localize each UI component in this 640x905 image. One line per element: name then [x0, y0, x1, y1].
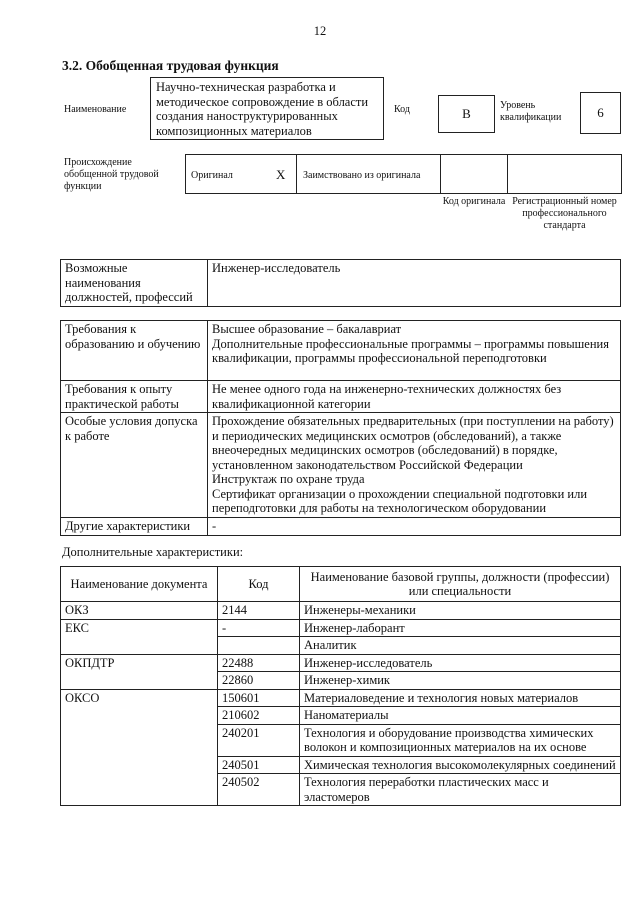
level-label: Уровень квалификации — [500, 100, 562, 123]
additional-table — [60, 566, 621, 806]
reg-caption: Регистрационный номер профессионального стандарта — [512, 196, 617, 231]
borrowed-label: Заимствовано из оригинала — [303, 170, 421, 181]
additional-title: Дополнительные характеристики: — [62, 545, 244, 559]
code-cell: 22860 — [218, 672, 300, 690]
level-value: 6 — [597, 105, 604, 120]
requirement-value: - — [208, 518, 621, 536]
name-cell: Технология и оборудование производства химических волокон и композиционных материалов на их основе — [300, 724, 621, 756]
header-code: Код — [218, 567, 300, 602]
positions-row — [61, 260, 621, 307]
name-cell: Аналитик — [300, 637, 621, 655]
name-cell: Инженер-химик — [300, 672, 621, 690]
origin-label: Происхождение обобщенной трудовой функции — [64, 157, 159, 192]
name-cell: Химическая технология высокомолекулярных соединений — [300, 756, 621, 774]
requirement-label: Требования к образованию и обучению — [61, 321, 208, 381]
code-box — [438, 95, 495, 133]
name-cell: Инженер-исследователь — [300, 654, 621, 672]
origin-code-cell — [440, 154, 508, 194]
page-number: 12 — [313, 24, 327, 38]
requirements-table — [60, 320, 621, 536]
requirement-label: Особые условия допуска к работе — [61, 413, 208, 518]
requirements-row — [61, 518, 621, 536]
positions-value: Инженер-исследователь — [208, 260, 621, 307]
positions-table — [60, 259, 621, 307]
function-name-box — [150, 77, 384, 140]
code-cell: 22488 — [218, 654, 300, 672]
original-mark: X — [276, 167, 286, 182]
name-cell: Инженеры-механики — [300, 602, 621, 620]
header-name: Наименование базовой группы, должности (профессии) или специальности — [300, 567, 621, 602]
table-row — [61, 689, 621, 707]
doc-cell: ОКСО — [61, 689, 218, 806]
positions-label: Возможные наименования должностей, профессий — [61, 260, 208, 307]
origin-borrowed-cell — [296, 154, 441, 194]
requirement-label: Другие характеристики — [61, 518, 208, 536]
requirement-label: Требования к опыту практической работы — [61, 381, 208, 413]
header-doc: Наименование документа — [61, 567, 218, 602]
code-cell — [218, 637, 300, 655]
doc-cell: ЕКС — [61, 619, 218, 654]
table-row — [61, 619, 621, 637]
name-cell: Технология переработки пластических масс и эластомеров — [300, 774, 621, 806]
code-cell: 240502 — [218, 774, 300, 806]
code-caption: Код оригинала — [442, 196, 506, 207]
name-cell: Материаловедение и технология новых материалов — [300, 689, 621, 707]
code-label: Код — [394, 104, 410, 115]
name-cell: Инженер-лаборант — [300, 619, 621, 637]
origin-original-cell — [185, 154, 297, 194]
section-title: 3.2. Обобщенная трудовая функция — [62, 58, 279, 73]
origin-reg-cell — [507, 154, 622, 194]
requirements-row — [61, 381, 621, 413]
doc-cell: ОКПДТР — [61, 654, 218, 689]
level-box — [580, 92, 621, 134]
name-label: Наименование — [64, 104, 127, 115]
code-cell: 240201 — [218, 724, 300, 756]
table-header-row — [61, 567, 621, 602]
requirements-row — [61, 321, 621, 381]
original-label: Оригинал — [191, 170, 233, 181]
table-row — [61, 654, 621, 672]
doc-cell: ОКЗ — [61, 602, 218, 620]
code-cell: 2144 — [218, 602, 300, 620]
function-name: Научно-техническая разработка и методическое сопровождение в области создания наноструктурированных композиционных материалов — [156, 80, 369, 138]
table-row — [61, 602, 621, 620]
code-cell: - — [218, 619, 300, 637]
requirement-value: Прохождение обязательных предварительных (при поступлении на работу) и периодических медицинских осмотров (обследований), а также внеочередных медицинских осмотров (обследований) в порядке, установленном законодательством Российской Федерации Инструктаж по охране труда Сертификат организации о прохождении специальной подготовки или переподготовки для работы на технологическом оборудовании — [208, 413, 621, 518]
code-value: B — [462, 106, 471, 121]
requirements-row — [61, 413, 621, 518]
code-cell: 210602 — [218, 707, 300, 725]
requirement-value: Высшее образование – бакалавриат Дополнительные профессиональные программы – программы повышения квалификации, программы профессиональной переподготовки — [208, 321, 621, 381]
code-cell: 150601 — [218, 689, 300, 707]
code-cell: 240501 — [218, 756, 300, 774]
name-cell: Наноматериалы — [300, 707, 621, 725]
requirement-value: Не менее одного года на инженерно-технических должностях без квалификационной категории — [208, 381, 621, 413]
